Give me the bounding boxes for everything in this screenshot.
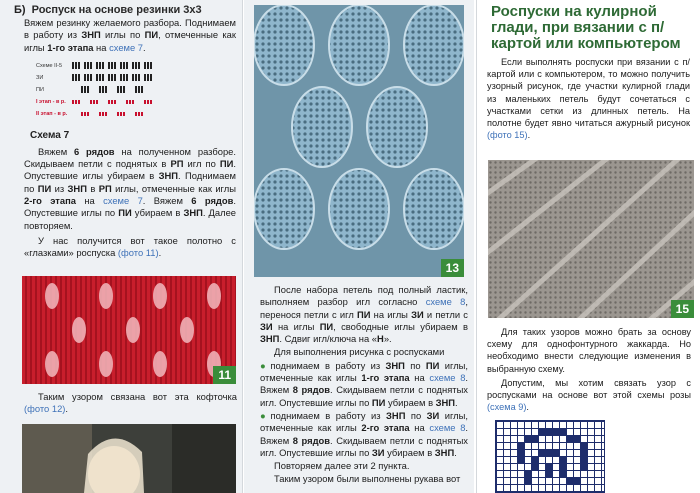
- instructions-paragraph: [0, 146, 242, 232]
- text: убираем в: [385, 396, 436, 408]
- scheme-label: Схеме II-5: [36, 62, 63, 69]
- term: ЗНП: [386, 409, 406, 421]
- term: 6 рядов: [74, 145, 115, 157]
- term: ЗИ: [411, 308, 424, 320]
- red-knit-image: [22, 276, 236, 384]
- sweater-photo-image: [22, 424, 236, 493]
- text: .: [65, 403, 69, 415]
- text: . Опустевшие иглы убираем в: [24, 158, 237, 182]
- text: на: [409, 422, 430, 434]
- heading-prefix: Б): [14, 4, 26, 16]
- scheme-reference: схеме 7: [109, 41, 144, 53]
- scheme-label: II этап - в р.: [36, 110, 68, 117]
- scheme-row: [36, 108, 201, 120]
- pattern-intro: Для выполнения рисунка с роспусками: [274, 346, 445, 358]
- term: ЗИ: [371, 446, 385, 458]
- term: ЗИ: [426, 409, 440, 421]
- needle-ticks: [72, 98, 201, 105]
- text: игл по: [183, 158, 220, 170]
- photo-15-lace-knit: [488, 160, 694, 318]
- photo-reference: (фото 11): [117, 247, 159, 259]
- text: по: [404, 359, 426, 371]
- term: ПИ: [425, 359, 440, 371]
- intro-paragraph: [0, 17, 242, 54]
- text: . Скидываем петли с поднятых игл. Опустевшие иглы по: [260, 384, 468, 408]
- left-column: [0, 0, 243, 493]
- term: ПИ: [118, 207, 132, 219]
- term: ПИ: [219, 158, 234, 170]
- text: убираем в: [384, 446, 435, 458]
- scheme-row: [36, 60, 201, 72]
- text: Вяжем резинку желаемого разбора. Поднимаем в работу из: [24, 17, 236, 41]
- sweater-paragraph: [0, 391, 243, 416]
- text: . Вяжем: [260, 372, 469, 396]
- section-heading: [0, 0, 242, 16]
- scheme-caption: Схема 7: [30, 129, 70, 141]
- needle-ticks: [72, 110, 201, 117]
- term: РП: [170, 158, 184, 170]
- text: . Далее повторяем.: [24, 207, 237, 231]
- scheme-row: [36, 96, 201, 108]
- text: из: [51, 182, 68, 194]
- term: ПИ: [144, 29, 159, 41]
- text: После набора петель под полный ластик, выполняем разбор игл согласно: [260, 284, 468, 308]
- text: поднимаем в работу из: [270, 409, 387, 421]
- scheme-paragraph: Для таких узоров можно брать за основу схему для однофонтурного жаккарда. Но необходимо внести следующие изменения в выбранную схему.: [487, 327, 691, 374]
- text: иглы, отмеченные как иглы: [260, 359, 469, 384]
- text: на: [409, 372, 430, 384]
- text: иглы, отмеченные как иглы: [260, 409, 468, 434]
- term: ЗНП: [183, 207, 203, 219]
- text: по: [405, 409, 427, 421]
- section-title: Роспуски на кулирной глади, при вязании с п/картой или компьютером: [491, 3, 681, 52]
- right-text: [477, 326, 700, 413]
- text: Вяжем: [38, 145, 74, 157]
- text: убираем в: [131, 207, 184, 219]
- text: иглы по: [100, 29, 145, 41]
- scheme-label: I этап - в р.: [36, 98, 66, 105]
- setup-paragraph: [244, 284, 474, 345]
- sleeves-note: Таким узором были выполнены рукава вот: [274, 473, 461, 485]
- text: . Вяжем: [142, 195, 192, 207]
- term: 6 рядов: [191, 195, 234, 207]
- needle-ticks: [72, 74, 201, 81]
- text: поднимаем в работу из: [270, 359, 386, 371]
- needle-ticks: [72, 86, 201, 93]
- photo-reference: (фото 12): [24, 403, 66, 415]
- scheme-reference: схеме 8: [429, 422, 466, 434]
- rose-grid-fill: [496, 421, 606, 493]
- text: Если выполнять роспуски при вязании с п/картой или с компьютером, то можно получить узорный рисунок, где участки кулирной глади из маленьких петель будут сочетаться с участками сетки из длинных петель. На полотне будет явно читаться ажурный рисунок: [487, 57, 690, 129]
- text: .: [526, 402, 529, 413]
- term: ЗНП: [158, 170, 179, 182]
- text: иглы, отмеченные как иглы: [111, 182, 236, 194]
- text: в: [86, 182, 99, 194]
- text: ».: [383, 333, 392, 345]
- photo-number-badge: 13: [441, 259, 464, 277]
- term: ЗНП: [67, 182, 87, 194]
- scheme-9-rose-grid: [495, 420, 605, 493]
- text: на иглы: [370, 308, 412, 320]
- step-1: [244, 360, 474, 409]
- photo-reference: (фото 15): [487, 130, 528, 141]
- term: ПИ: [37, 182, 52, 194]
- text: .: [454, 446, 457, 458]
- term: Н: [377, 333, 384, 345]
- text: . Сдвиг игл/ключа на «: [279, 333, 378, 345]
- lace-knit-image: [488, 160, 694, 318]
- term: ЗИ: [260, 320, 273, 332]
- text: У нас получится вот такое полотно с «глазками» роспуска: [24, 234, 236, 259]
- text: . Опустевшие иглы по: [24, 195, 236, 219]
- term: 2-го этапа: [361, 422, 410, 434]
- repeat-note: Повторяем далее эти 2 пункта.: [274, 460, 410, 472]
- scheme-row: [36, 72, 201, 84]
- term: 1-го этапа: [361, 372, 410, 384]
- bullet-icon: ●: [260, 409, 269, 421]
- text: на: [75, 195, 104, 207]
- photo-number-badge: 15: [671, 300, 694, 318]
- term: ЗНП: [435, 396, 456, 408]
- term: 1-го этапа: [47, 41, 94, 53]
- term: ЗНП: [260, 333, 280, 345]
- text: , свободные иглы убираем в: [333, 320, 468, 332]
- needle-ticks: [72, 62, 201, 69]
- scheme-reference: схеме 8: [425, 296, 466, 308]
- scheme-label: ЗИ: [36, 74, 44, 81]
- photo-12-sweater: [22, 424, 236, 493]
- rose-paragraph: [477, 377, 700, 414]
- text: на полученном разборе. Скидываем петли с поднятых в: [24, 145, 236, 170]
- term: ПИ: [371, 396, 386, 408]
- blue-knit-image: [254, 5, 464, 277]
- term: ЗНП: [385, 359, 405, 371]
- text: Таким узором связана вот эта кофточка: [38, 391, 237, 402]
- scheme-reference: схеме 8: [429, 372, 466, 384]
- term: ПИ: [319, 320, 334, 332]
- photo-number-badge: 11: [213, 366, 236, 384]
- text: .: [143, 41, 146, 53]
- text: .: [158, 247, 162, 259]
- middle-column: [244, 0, 474, 493]
- result-paragraph: [0, 235, 242, 260]
- term: ЗНП: [81, 29, 101, 41]
- text: и петли с: [423, 308, 468, 320]
- term: 8 рядов: [292, 384, 331, 396]
- heading-text: Роспуск на основе резинки 3х3: [31, 4, 202, 16]
- text: Допустим, мы хотим связать узор с роспусками на основе вот этой схемы розы: [487, 377, 691, 401]
- intro-paragraph: [477, 56, 700, 141]
- text: .: [527, 130, 531, 141]
- text: . Скидываем петли с поднятых игл. Опустевшие иглы по: [260, 434, 468, 458]
- scheme-7-diagram: [36, 60, 201, 120]
- photo-11-red-knit: [22, 276, 236, 384]
- term: 2-го этапа: [24, 195, 76, 207]
- scheme-row: [36, 84, 201, 96]
- photo-13-blue-knit: [254, 5, 464, 277]
- text: . Поднимаем по: [24, 170, 236, 194]
- scheme-reference: (схема 9): [487, 402, 527, 413]
- middle-text: [244, 283, 474, 486]
- scheme-reference: схеме 7: [103, 195, 143, 207]
- text: на: [93, 41, 110, 53]
- text: .: [455, 396, 458, 408]
- text: , отмеченные как иглы: [24, 29, 236, 53]
- text: на иглы: [272, 320, 320, 332]
- term: ЗНП: [434, 446, 455, 458]
- bullet-icon: ●: [260, 359, 269, 371]
- step-2: [244, 410, 474, 459]
- text: . Вяжем: [260, 422, 469, 446]
- term: ПИ: [357, 308, 371, 320]
- term: РП: [98, 182, 112, 194]
- scheme-label: ПИ: [36, 86, 44, 93]
- term: 8 рядов: [292, 434, 331, 446]
- text: , перенося петли с игл: [260, 296, 468, 320]
